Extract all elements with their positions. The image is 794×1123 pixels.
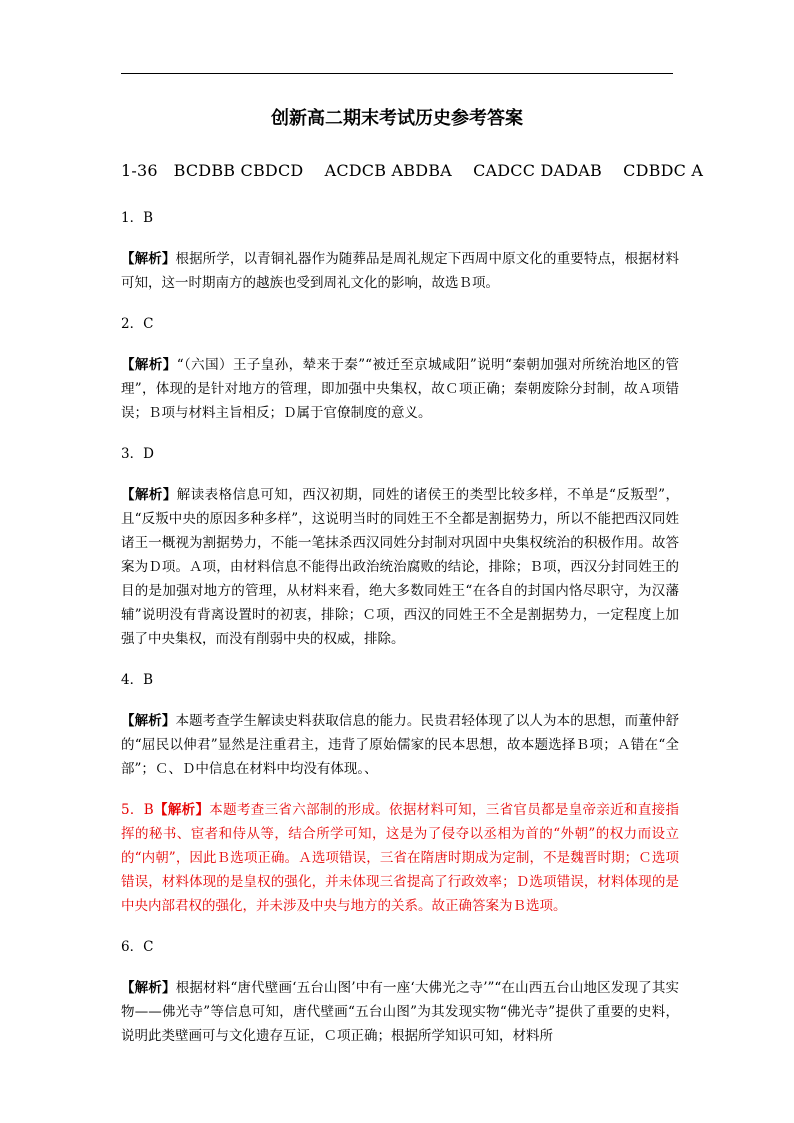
explanation-paragraph (121, 247, 679, 295)
item-number: 4．B (121, 672, 154, 688)
explanation-text: 根据所学，以青铜礼器作为随葬品是周礼规定下西周中原文化的重要特点，根据材料可知，这一时期南方的越族也受到周礼文化的影响，故选Ｂ项。 (121, 251, 680, 291)
analysis-tag: 【解析】 (121, 251, 176, 267)
analysis-tag: 【解析】 (121, 357, 177, 373)
header-rule (121, 73, 673, 74)
explanation-paragraph (121, 709, 679, 781)
item-number: 1．B (121, 210, 154, 226)
answer-explanations (121, 206, 679, 1065)
item-number: 6．C (121, 939, 154, 955)
analysis-tag: 【解析】 (153, 802, 210, 818)
answer-key-line: 1-36 BCDBB CBDCD ACDCB ABDBA CADCC DADAB CDBDC A (121, 161, 704, 180)
explanation-paragraph (121, 483, 679, 651)
item-number: 2．C (121, 316, 154, 332)
analysis-tag: 【解析】 (121, 487, 177, 503)
explanation-paragraph (121, 976, 679, 1048)
explanation-text: 根据材料“唐代壁画‘五台山图’中有一座‘大佛光之寺’”“在山西五台山地区发现了其实物——佛光寺”等信息可知，唐代壁画“五台山图”为其发现实物“佛光寺”提供了重要的史料，说明此类壁画可与文化遗存互证，Ｃ项正确；根据所学知识可知，材料所 (121, 980, 680, 1044)
page-title: 创新高二期末考试历史参考答案 (271, 108, 523, 129)
item-number: 3．D (121, 446, 154, 462)
item-number: 5．B (121, 802, 154, 818)
explanation-text: 本题考查学生解读史料获取信息的能力。民贵君轻体现了以人为本的思想，而董仲舒的“屈民以伸君”显然是注重君主，违背了原始儒家的民本思想，故本题选择Ｂ项；Ａ错在“全部”；Ｃ、Ｄ中信息在材料中均没有体现。、 (121, 713, 680, 777)
analysis-tag: 【解析】 (121, 980, 176, 996)
analysis-tag: 【解析】 (121, 713, 176, 729)
explanation-paragraph (121, 353, 679, 425)
explanation-text: 本题考查三省六部制的形成。依据材料可知，三省官员都是皇帝亲近和直接指挥的秘书、宦者和侍从等，结合所学可知，这是为了侵夺以丞相为首的“外朝”的权力而设立的“内朝”，因此Ｂ选项正确。Ａ选项错误，三省在隋唐时期成为定制，不是魏晋时期；Ｃ选项错误，材料体现的是皇权的强化，并未体现三省提高了行政效率；Ｄ选项错误，材料体现的是中央内部君权的强化，并未涉及中央与地方的关系。故正确答案为Ｂ选项。 (121, 802, 680, 914)
highlighted-explanation-paragraph (121, 798, 679, 918)
explanation-text: “（六国）王子皇孙，辇来于秦”“被迁至京城咸阳”说明“秦朝加强对所统治地区的管理”，体现的是针对地方的管理，即加强中央集权，故Ｃ项正确；秦朝废除分封制，故Ａ项错误；Ｂ项与材料主旨相反；Ｄ属于官僚制度的意义。 (121, 357, 679, 421)
explanation-text: 解读表格信息可知，西汉初期，同姓的诸侯王的类型比较多样，不单是“反叛型”，且“反叛中央的原因多种多样”，这说明当时的同姓王不全都是割据势力，所以不能把西汉同姓诸王一概视为割据势力，不能一笔抹杀西汉同姓分封制对巩固中央集权统治的积极作用。故答案为Ｄ项。Ａ项，由材料信息不能得出政治统治腐败的结论，排除；Ｂ项，西汉分封同姓王的目的是加强对地方的管理，从材料来看，绝大多数同姓王“在各自的封国内恪尽职守，为汉藩辅”说明没有背离设置时的初衷，排除；Ｃ项，西汉的同姓王不全是割据势力，一定程度上加强了中央集权，而没有削弱中央的权威，排除。 (121, 487, 680, 647)
